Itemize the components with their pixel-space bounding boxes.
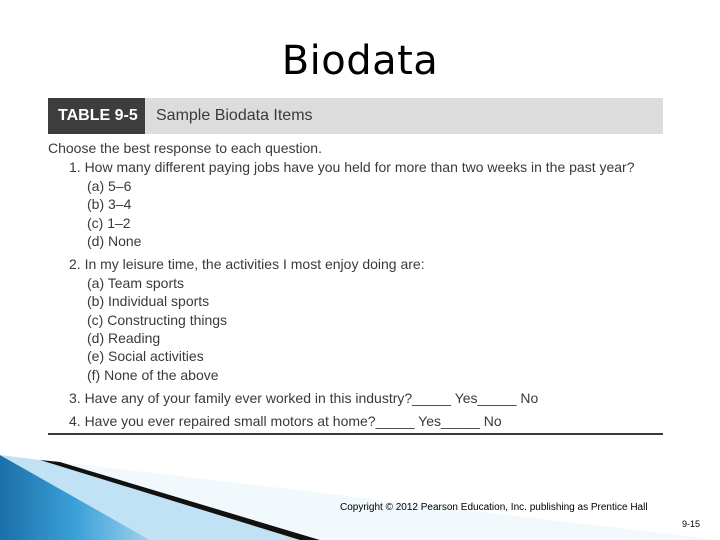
q2-option-a: (a) Team sports <box>87 275 184 291</box>
q2-option-c: (c) Constructing things <box>87 312 228 328</box>
q1-option-b: (b) 3–4 <box>87 196 132 212</box>
q1-option-c: (c) 1–2 <box>87 215 131 231</box>
question-4: 4. Have you ever repaired small motors at home?_____ Yes_____ No <box>69 413 502 429</box>
slide-title: Biodata <box>281 38 439 84</box>
q1-option-d: (d) None <box>87 233 142 249</box>
q2-option-b: (b) Individual sports <box>87 293 210 309</box>
table-bottom-rule <box>48 433 663 435</box>
table-header <box>48 98 663 134</box>
question-1: 1. How many different paying jobs have you held for more than two weeks in the past year? <box>69 159 635 175</box>
instruction: Choose the best response to each question. <box>48 140 322 156</box>
q2-option-e: (e) Social activities <box>87 348 204 364</box>
decorative-swoosh <box>0 440 720 540</box>
question-3: 3. Have any of your family ever worked in this industry?_____ Yes_____ No <box>69 390 539 406</box>
table-caption: Sample Biodata Items <box>156 107 313 124</box>
question-2: 2. In my leisure time, the activities I most enjoy doing are: <box>69 256 425 272</box>
q2-option-f: (f) None of the above <box>87 367 219 383</box>
table-label: TABLE 9-5 <box>48 98 145 134</box>
copyright-text: Copyright © 2012 Pearson Education, Inc. publishing as Prentice Hall <box>340 502 648 513</box>
q1-option-a: (a) 5–6 <box>87 178 132 194</box>
q2-option-d: (d) Reading <box>87 330 161 346</box>
page-number: 9-15 <box>682 519 701 529</box>
